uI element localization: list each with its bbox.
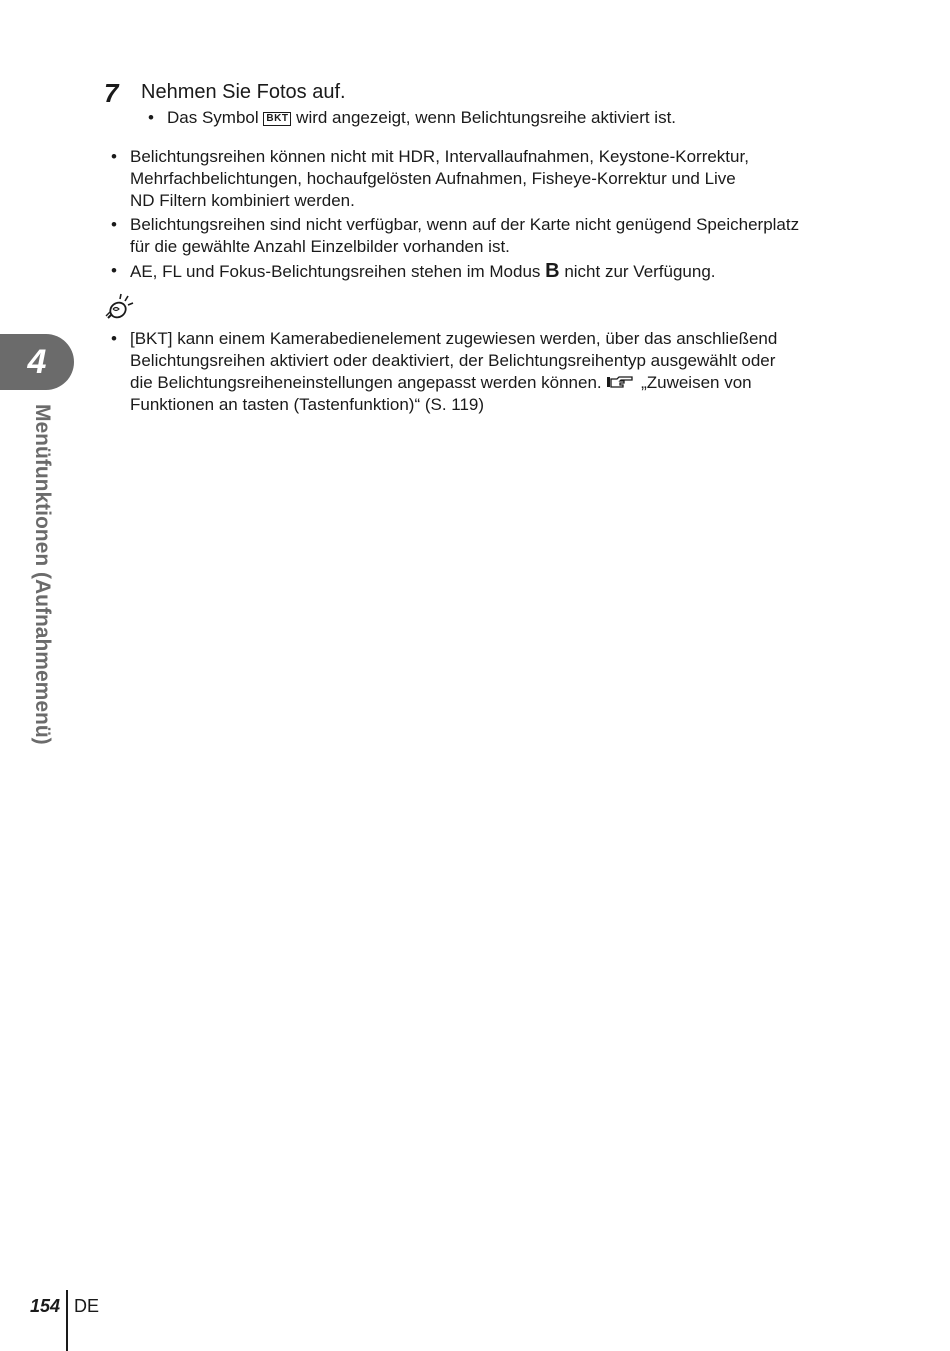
tip-item: • [BKT] kann einem Kamerabedienelement zugewiesen werden, über das anschließend Belichtungsreihen aktiviert oder deaktiviert, der Belichtungsreihentyp ausgewählt oder die Belichtungsreiheneinstellungen angepasst werden können. „Zuweisen von Funktionen an tasten (Tastenfunktion)“ (S. 119) <box>111 329 778 414</box>
note-item: • Belichtungsreihen können nicht mit HDR, Intervallaufnahmen, Keystone-Korrektur, Mehrfachbelichtungen, hochaufgelösten Aufnahmen, Fisheye-Korrektur und Live ND Filtern kombiniert werden. <box>111 147 749 210</box>
bullet-dot: • <box>111 329 117 348</box>
bullet-dot: • <box>111 147 117 166</box>
mode-b-symbol: B <box>545 260 560 282</box>
page-number: 154 <box>30 1296 61 1316</box>
caution-notes <box>108 146 868 285</box>
chapter-number: 4 <box>27 343 47 381</box>
chapter-title: Menüfunktionen (Aufnahmemenü) <box>31 404 54 745</box>
note-item: • AE, FL und Fokus-Belichtungsreihen stehen im Modus B nicht zur Verfügung. <box>111 260 716 282</box>
lightbulb-tip-icon <box>104 293 136 323</box>
pointing-hand-reference-icon <box>606 375 636 389</box>
step-number: 7 <box>104 78 119 108</box>
tip-notes <box>108 328 868 418</box>
bullet-dot: • <box>148 108 154 127</box>
step-bullet-text: Das Symbol BKT wird angezeigt, wenn Belichtungsreihe aktiviert ist. <box>167 108 677 127</box>
note-item: • Belichtungsreihen sind nicht verfügbar, wenn auf der Karte nicht genügend Speicherplatz für die gewählte Anzahl Einzelbilder vorhanden ist. <box>111 215 800 256</box>
bkt-icon: BKT <box>263 112 291 126</box>
chapter-tab <box>0 334 74 390</box>
footer-divider <box>66 1290 68 1351</box>
language-code: DE <box>74 1296 100 1316</box>
step-title: Nehmen Sie Fotos auf. <box>141 81 346 103</box>
bullet-dot: • <box>111 215 117 234</box>
bullet-dot: • <box>111 261 117 280</box>
